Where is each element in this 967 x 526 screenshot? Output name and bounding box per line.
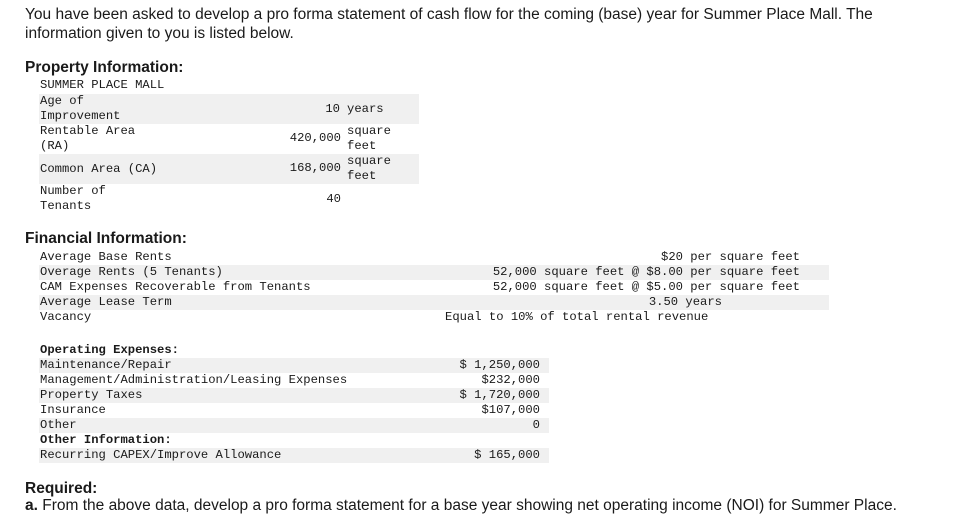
ra-unit-line2: feet (347, 139, 377, 153)
age-value: 10 (325, 102, 340, 116)
management-value: $232,000 (481, 373, 540, 387)
base-rents-label: Average Base Rents (40, 250, 172, 264)
ca-unit-line2: feet (347, 169, 377, 183)
property-row-common-area (39, 154, 419, 184)
insurance-value: $107,000 (481, 403, 540, 417)
financial-row-cam-expenses (39, 280, 829, 295)
other-info-heading-row (39, 433, 549, 448)
insurance-label: Insurance (40, 403, 106, 417)
opex-row-management (39, 373, 549, 388)
management-label: Management/Administration/Leasing Expenses (40, 373, 348, 387)
financial-row-vacancy (39, 310, 829, 325)
operating-heading-row (39, 343, 549, 358)
lease-term-value: 3.50 years (648, 295, 722, 309)
overage-rents-value: 52,000 square feet @ $8.00 per square feet (492, 265, 800, 279)
capex-value: $ 165,000 (474, 448, 540, 462)
opex-row-insurance (39, 403, 549, 418)
maintenance-value: $ 1,250,000 (459, 358, 540, 372)
required-heading: Required: (25, 480, 98, 497)
cam-expenses-value: 52,000 square feet @ $5.00 per square feet (492, 280, 800, 294)
tenants-label-line2: Tenants (40, 199, 92, 213)
age-label-line2: Improvement (40, 109, 121, 123)
property-taxes-label: Property Taxes (40, 388, 143, 402)
age-label-line1: Age of (40, 94, 84, 108)
age-unit: years (347, 102, 384, 116)
tenants-value: 40 (326, 192, 341, 206)
property-info-heading: Property Information: (25, 59, 184, 76)
ra-unit-line1: square (347, 124, 391, 138)
ca-label: Common Area (CA) (40, 162, 158, 176)
financial-row-lease-term (39, 295, 829, 310)
operating-expenses-heading: Operating Expenses: (40, 343, 179, 357)
property-name: SUMMER PLACE MALL (40, 78, 165, 92)
maintenance-label: Maintenance/Repair (40, 358, 172, 372)
vacancy-label: Vacancy (40, 310, 92, 324)
tenants-label-line1: Number of (40, 184, 106, 198)
opex-row-other (39, 418, 549, 433)
opex-row-property-taxes (39, 388, 549, 403)
financial-row-base-rents (39, 250, 829, 265)
required-part-a-text: From the above data, develop a pro forma statement for a base year showing net operating income (NOI) for Summer Place. (37, 497, 897, 514)
capex-row (39, 448, 549, 463)
property-name-row (39, 78, 419, 94)
lease-term-label: Average Lease Term (40, 295, 172, 309)
ca-value: 168,000 (289, 161, 341, 175)
financial-info-heading: Financial Information: (25, 230, 187, 247)
opex-row-maintenance (39, 358, 549, 373)
ra-label-line2: (RA) (40, 139, 70, 153)
other-information-heading: Other Information: (40, 433, 172, 447)
capex-label: Recurring CAPEX/Improve Allowance (40, 448, 282, 462)
ra-label-line1: Rentable Area (40, 124, 136, 138)
vacancy-value: Equal to 10% of total rental revenue (445, 310, 709, 324)
property-taxes-value: $ 1,720,000 (459, 388, 540, 402)
financial-row-overage-rents (39, 265, 829, 280)
other-label: Other (40, 418, 77, 432)
intro-paragraph: You have been asked to develop a pro forma statement of cash flow for the coming (base) year for Summer Place Mall. The information given to you is listed below. (25, 6, 873, 42)
property-row-rentable-area (39, 124, 419, 154)
ra-value: 420,000 (289, 131, 341, 145)
cam-expenses-label: CAM Expenses Recoverable from Tenants (40, 280, 311, 294)
required-part-a-prefix: a. (25, 497, 38, 514)
property-row-tenants (39, 184, 419, 214)
ca-unit-line1: square (347, 154, 391, 168)
overage-rents-label: Overage Rents (5 Tenants) (40, 265, 223, 279)
other-value: 0 (532, 418, 540, 432)
base-rents-value: $20 per square feet (661, 250, 800, 264)
property-row-age (39, 94, 419, 124)
required-part-a (25, 497, 897, 515)
